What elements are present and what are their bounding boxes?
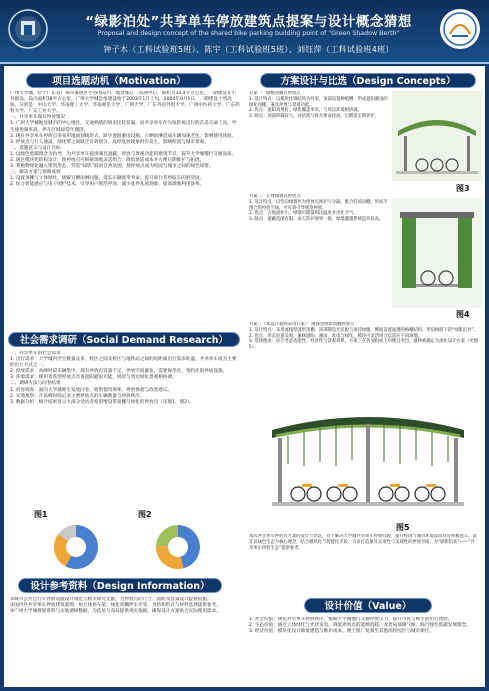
scheme-2-image xyxy=(392,198,482,308)
poster-title: “绿影泊处”共享单车停放建筑点提案与设计概念猜想 xyxy=(85,14,412,30)
design-information-text: ①城市公共自行车停放设施设计规范与相关研究文献，为停放点的尺寸、间距及容量设计提供依据。 ②国内外共享单车停放建筑案例，如立体停车架、绿化顶棚停车亭等，为结构形式与材料选择提供参考。 ③广州大学城规划资料与实地调研数据，为选址与布局提供现实依据，确保设计方案贴合实际使用需求。 xyxy=(10,597,221,615)
value-heading: 设计价值（Value） xyxy=(304,598,432,613)
figure-3-label: 图3 xyxy=(456,184,470,193)
scheme-1-image xyxy=(392,91,482,181)
college-logo-icon xyxy=(437,6,483,52)
motivation-text: 广州大学城，位于广东省广州市番禺区小谷围岛内，地处珠江三角洲中心，面积为34.4平方公里，一期建设在小谷围岛，岛内面积18平方公里。广州大学城总体建设始于2003年1月上旬，2004年9月1日，一期建设十所高校，分别是：中山大学、华南理工大学、华南师范大学、广州大学、广东外语外贸大学、广州中医药大学、广东药科大学、广东工业大学。 一、共享单车现有停放情况 1. 广州大学城地处城市的中心地区，交通拥堵的情况比较普遍，而共享单车作为短距离出行的首选交通工具，学生使用频率高，停车区域却常年拥挤。 2. 现有共享单车停放点多采用地面划线形式，缺少遮阳避雨设施，日晒雨淋造成车辆加速老化，影响使用体验。 3. 停放点与行人通道、绿化带之间缺乏有效划分，乱停乱放现象时有发生，影响校园与城市景观。 二、选题意义与设计目标 1. 以绿色低碳理念为指导，为共享单车提供兼具遮蔽、停放与景观功能的建筑节点，提升大学城慢行交通品质。 2. 通过模块化结构设计，使停放点可根据场地灵活组合，降低建造成本并方便后期维护与拓展。 3. 将植物绿化融入建筑形态，营造“绿影”般的自然氛围，使停放点成为校园与城市之间的绿色纽带。 三、解决方案与预期成效 1. 设置顶棚与立体绿化，缓解日晒雨淋问题，延长车辆使用寿命，提升骑行者停取车的舒适度。 2. 结合智能感应与电子围栏技术，引导用户规范停放，减少乱停乱放现象，提高场地利用效率。 xyxy=(10,91,240,188)
design-information-heading: 设计参考资料（Design Information） xyxy=(18,578,222,593)
poster-subtitle-en: Proposal and design concept of the shared bike parking building point of "Green Shadow Berth" xyxy=(97,30,400,37)
social-research-text: 一、共享单车的社会需求 1. 出行需求：大学城内学生数量众多，校区之间及校区与地铁站之间的短距离出行需求旺盛，共享单车成为主要的出行方式之一。 2. 停放需求：高峰时段车辆集中，现有停放点容量不足，停放空间紧张，需要规范化、集约化的停放设施。 3. 环境需求：使用者希望停放点具备遮阳避雨功能，同时与周边绿化景观相协调。 二、调研方法与问卷结果 1. 问卷调查：面向大学城师生发放问卷，收集使用频率、停放体验与改进建议。 2. 实地观察：在高峰时段记录主要停放点的车辆数量与停放秩序。 3. 数据分析：统计结果显示大部分受访者希望增设带顶棚与绿化的停放点（见图1、图2）。 xyxy=(10,351,237,405)
university-logo-icon xyxy=(6,6,58,52)
concepts-summary-text: 本次共享单车停放点方案的设计与比选，对于解决大学城共享单车停放问题、提升校园与城市环境品质具有积极意义。设计以绿色生态为核心理念，结合模块化与智能化手段，力求打造兼具实用性与美观性的停放空间，为“绿影泊处”——“共享单车停放生态”提供参考。 xyxy=(249,534,477,551)
scheme-2-text: 方案二：立体绿墙式停放点 1. 设计特点：以竖向绿墙作为停放点围护与分隔，配合轻质顶棚，形成半围合的停放空间，可有效引导规范停放。 2. 优点：占地面积小，绿墙可降低周边温度并净化空气。 3. 缺点：遮蔽范围有限，雨天防护效果一般，绿墙灌溉系统造价较高。 xyxy=(249,194,388,223)
figure-1-pie-chart xyxy=(26,518,126,576)
poster-body xyxy=(4,66,485,687)
value-text: 1. 社会价值：规范共享单车停放秩序，缓解大学城慢行交通停放压力，提升市民与师生的出行体验。 2. 生态价值：通过立体绿化与光伏发电，降低停放点的能源消耗，改善局部微气候，践行绿色低碳发展理念。 3. 经济价值：模块化设计降低建造与维护成本，便于推广复制至其他高校园区与城市街区。 xyxy=(249,617,471,635)
author-list: 钟子木（工科试验班5班）、陈宇（工科试验班5班）、刘钰萍（工科试验班4班） xyxy=(103,45,394,54)
figure-2-label: 图2 xyxy=(138,510,152,519)
poster-header xyxy=(0,0,489,64)
pie-slice xyxy=(156,525,178,546)
figure-5-label: 图5 xyxy=(396,523,410,532)
figure-4-label: 图4 xyxy=(456,310,470,319)
scheme-3-text: 方案三（本设计最终采用方案）：流线型绿影顶棚停放点 1. 设计特点：采用流线型弧形顶棚，顶部铺设光伏板与垂挂绿植，侧面设置通透的格栅结构，形似树荫下的“绿影泊处”。 2. 优点：形态轻盈美观，兼顾遮阳、避雨、发电与绿化，模块可灵活组合以适应不同场地。 3. 选择理由：综合考虑功能性、经济性与景观效果，方案三在各项指标上均衡且突出，最终被确定为深化设计方案（见图5）。 xyxy=(249,322,479,351)
social-research-heading: 社会需求调研（Social Demand Research） xyxy=(8,332,240,347)
motivation-heading: 项目选题动机（Motivation） xyxy=(26,73,212,88)
design-concepts-heading: 方案设计与比选（Design Concepts） xyxy=(260,73,476,88)
figure-2-pie-chart xyxy=(128,518,228,576)
scheme-1-text: 方案一：绿植顶棚式停放点 1. 设计特点：以模块化钢结构为骨架，顶部设置种植槽，形成遮阳避雨的绿化顶棚，兼具停放与景观功能。 2. 优点：遮阳效果好，绿化覆盖率高，与周边环境相协调。 3. 缺点：顶部荷载较大，对结构与排水要求较高，后期需定期养护。 xyxy=(249,91,388,120)
final-shelter-image xyxy=(268,404,468,520)
figure-1-label: 图1 xyxy=(34,510,48,519)
pie-slice xyxy=(156,546,183,569)
